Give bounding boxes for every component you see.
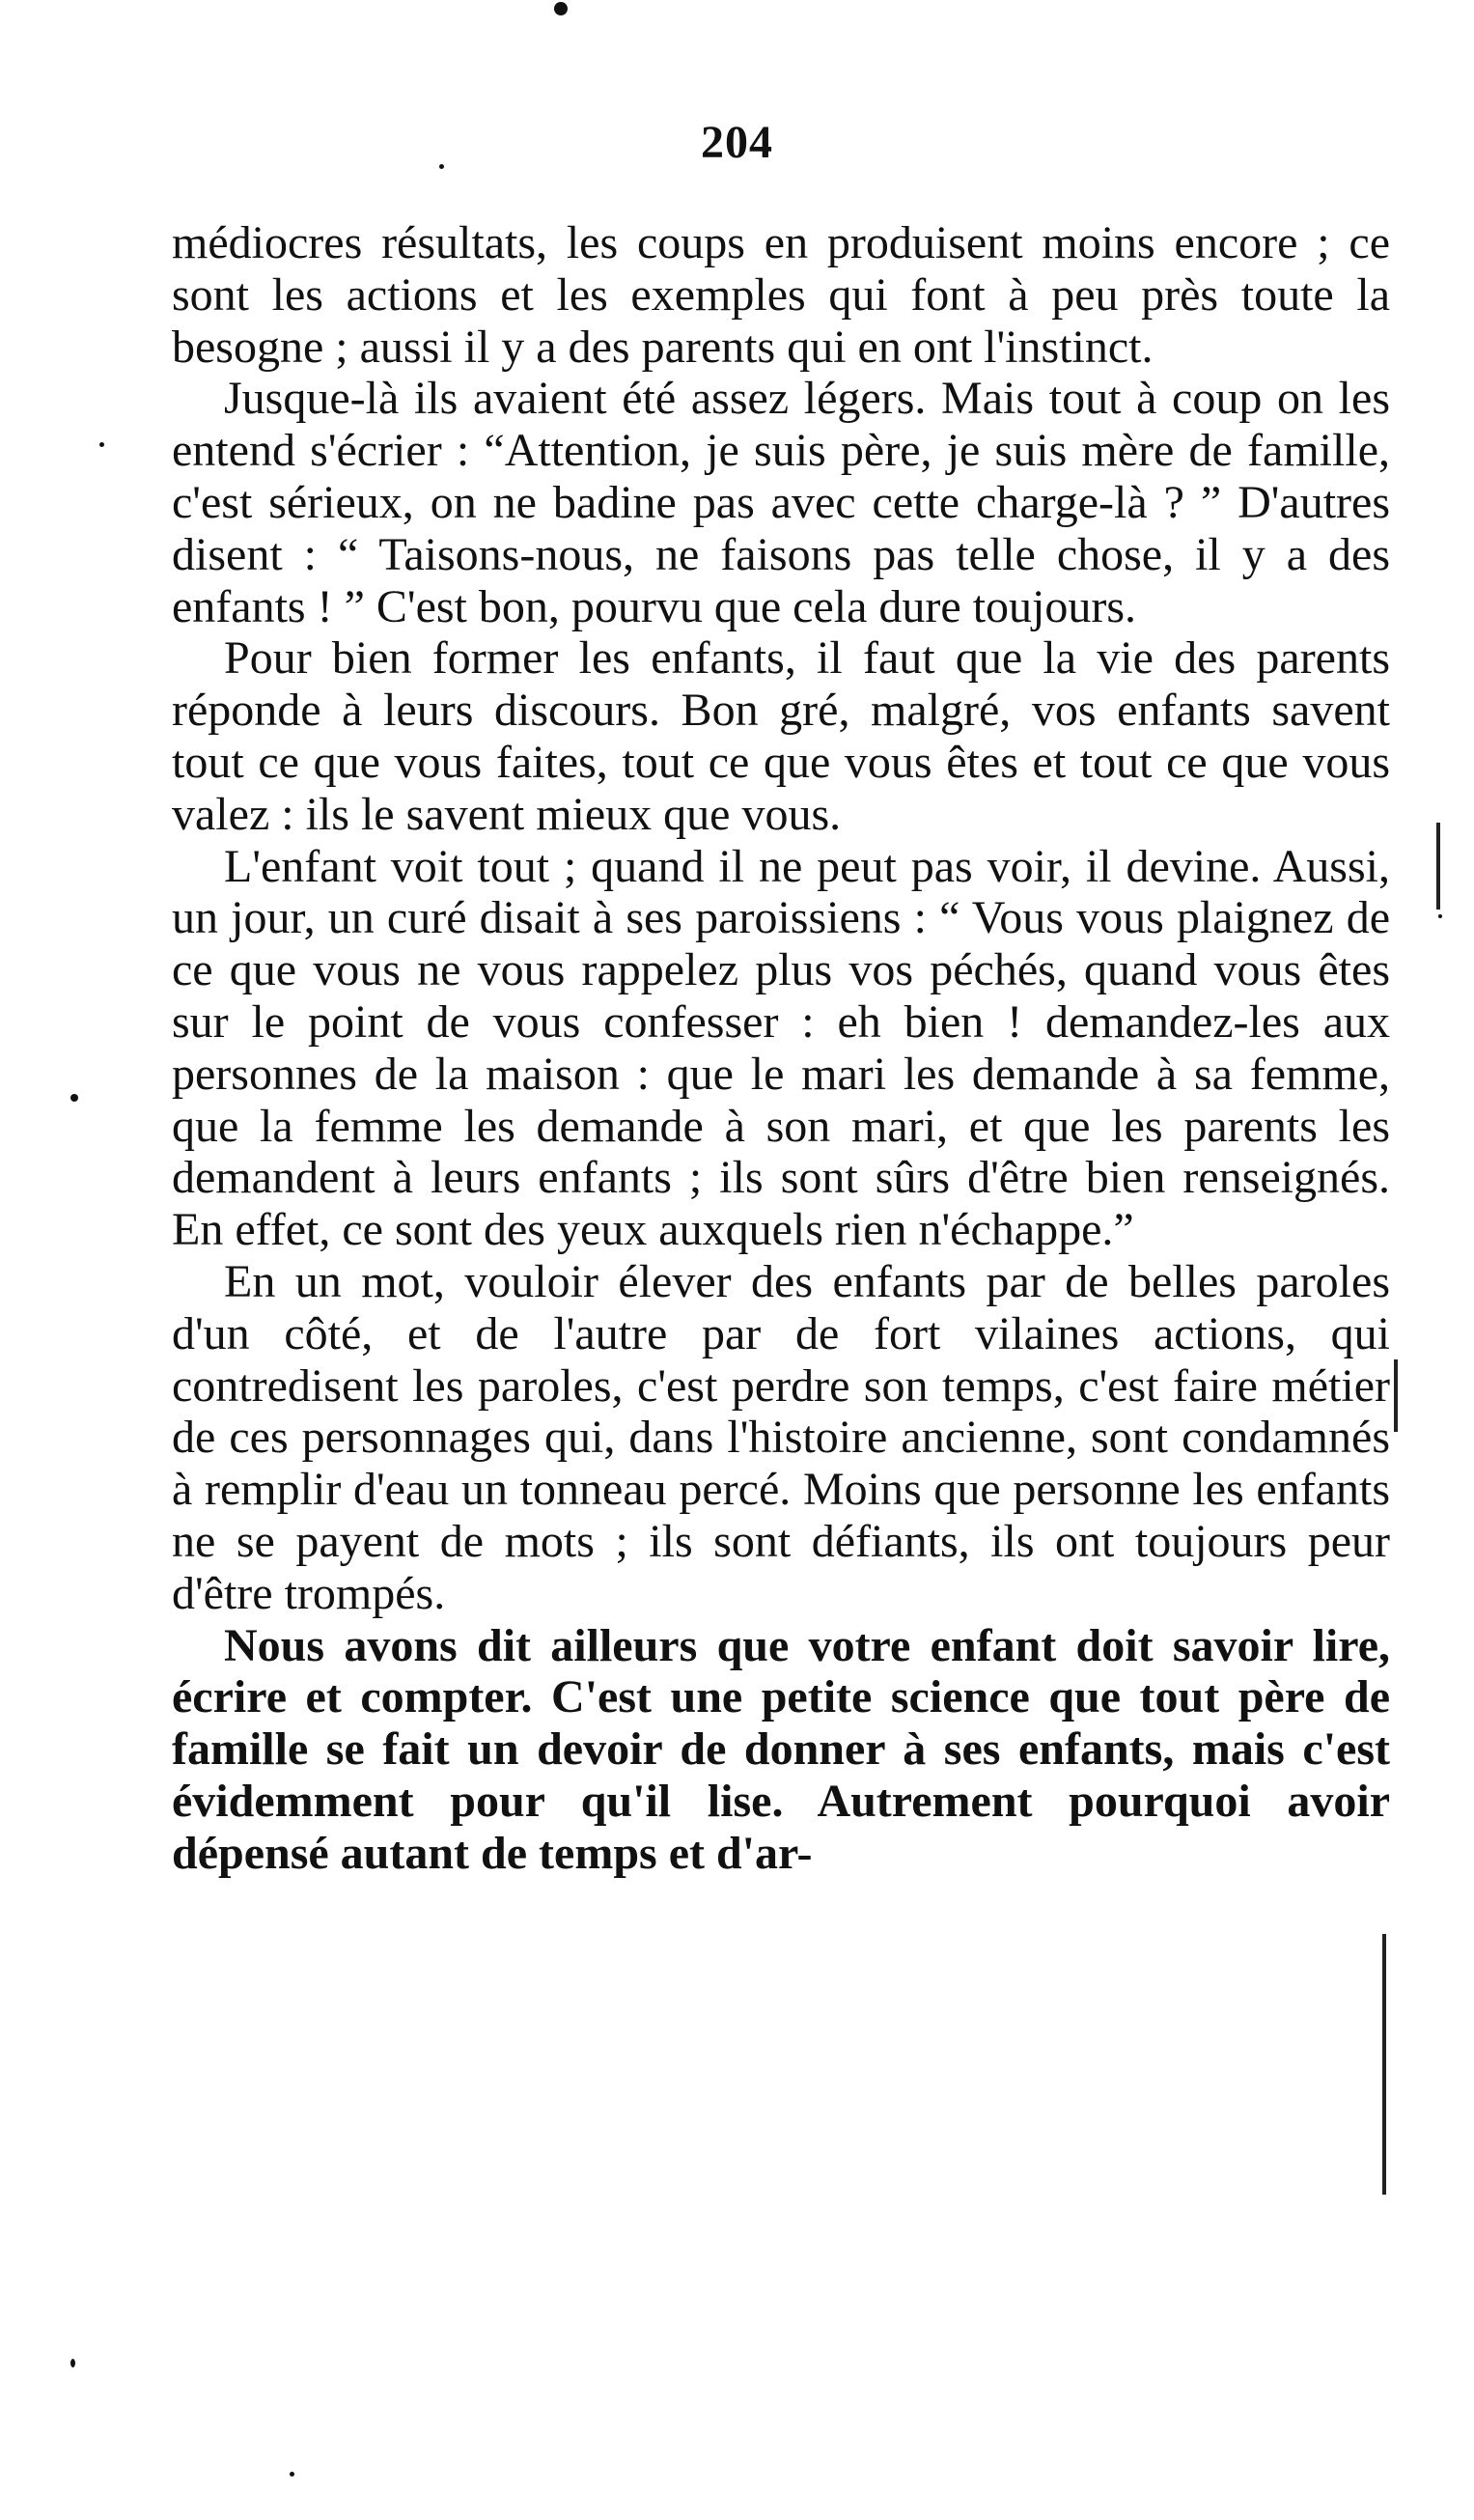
scan-speck bbox=[99, 442, 104, 447]
paragraph-2: Jusque-là ils avaient été assez légers. Mais tout à coup on les entend s'écrier : “Attention, je suis père, je suis mère de famille, c'est sérieux, on ne badine pas avec cette charge-là ? ” D'autres disent : “ Taisons-nous, ne faisons pas telle chose, il y a des enfants ! ” C'est bon, pourvu que cela dure toujours. bbox=[172, 373, 1390, 632]
paragraph-3: Pour bien former les enfants, il faut que la vie des parents réponde à leurs discours. Bon gré, malgré, vos enfants savent tout ce que vous faites, tout ce que vous êtes et tout ce que vous valez : ils le savent mieux que vous. bbox=[172, 632, 1390, 840]
paragraph-1: médiocres résultats, les coups en produisent moins encore ; ce sont les actions et les exemples qui font à peu près toute la besogne ; aussi il y a des parents qui en ont l'instinct. bbox=[172, 217, 1390, 373]
margin-mark bbox=[1436, 823, 1440, 910]
body-text bbox=[172, 217, 1390, 1880]
paragraph-6: Nous avons dit ailleurs que votre enfant doit savoir lire, écrire et compter. C'est une petite science que tout père de famille se fait un devoir de donner à ses enfants, mais c'est évidemment pour qu'il lise. Autrement pourquoi avoir dépensé autant de temps et d'ar- bbox=[172, 1619, 1390, 1879]
scan-speck bbox=[1438, 914, 1442, 918]
paragraph-4: L'enfant voit tout ; quand il ne peut pas voir, il devine. Aussi, un jour, un curé disait à ses paroissiens : “ Vous vous plaignez de ce que vous ne vous rappelez plus vos péchés, quand vous êtes sur le point de vous confesser : eh bien ! demandez-les aux personnes de la maison : que le mari les demande à sa femme, que la femme les demande à son mari, et que les parents les demandent à leurs enfants ; ils sont sûrs d'être bien renseignés. En effet, ce sont des yeux auxquels rien n'échappe.” bbox=[172, 840, 1390, 1256]
margin-mark bbox=[1382, 1934, 1386, 2195]
margin-mark bbox=[1394, 1359, 1398, 1432]
scan-speck bbox=[70, 2359, 75, 2367]
scan-speck bbox=[70, 1094, 78, 1102]
scan-speck bbox=[554, 2, 568, 15]
scan-speck bbox=[290, 2472, 294, 2477]
scan-speck bbox=[439, 164, 444, 169]
page-number: 204 bbox=[701, 117, 773, 168]
paragraph-5: En un mot, vouloir élever des enfants par de belles paroles d'un côté, et de l'autre par de fort vilaines actions, qui contredisent les paroles, c'est perdre son temps, c'est faire métier de ces personnages qui, dans l'histoire ancienne, sont condamnés à remplir d'eau un tonneau percé. Moins que personne les enfants ne se payent de mots ; ils sont défiants, ils ont toujours peur d'être trompés. bbox=[172, 1255, 1390, 1619]
